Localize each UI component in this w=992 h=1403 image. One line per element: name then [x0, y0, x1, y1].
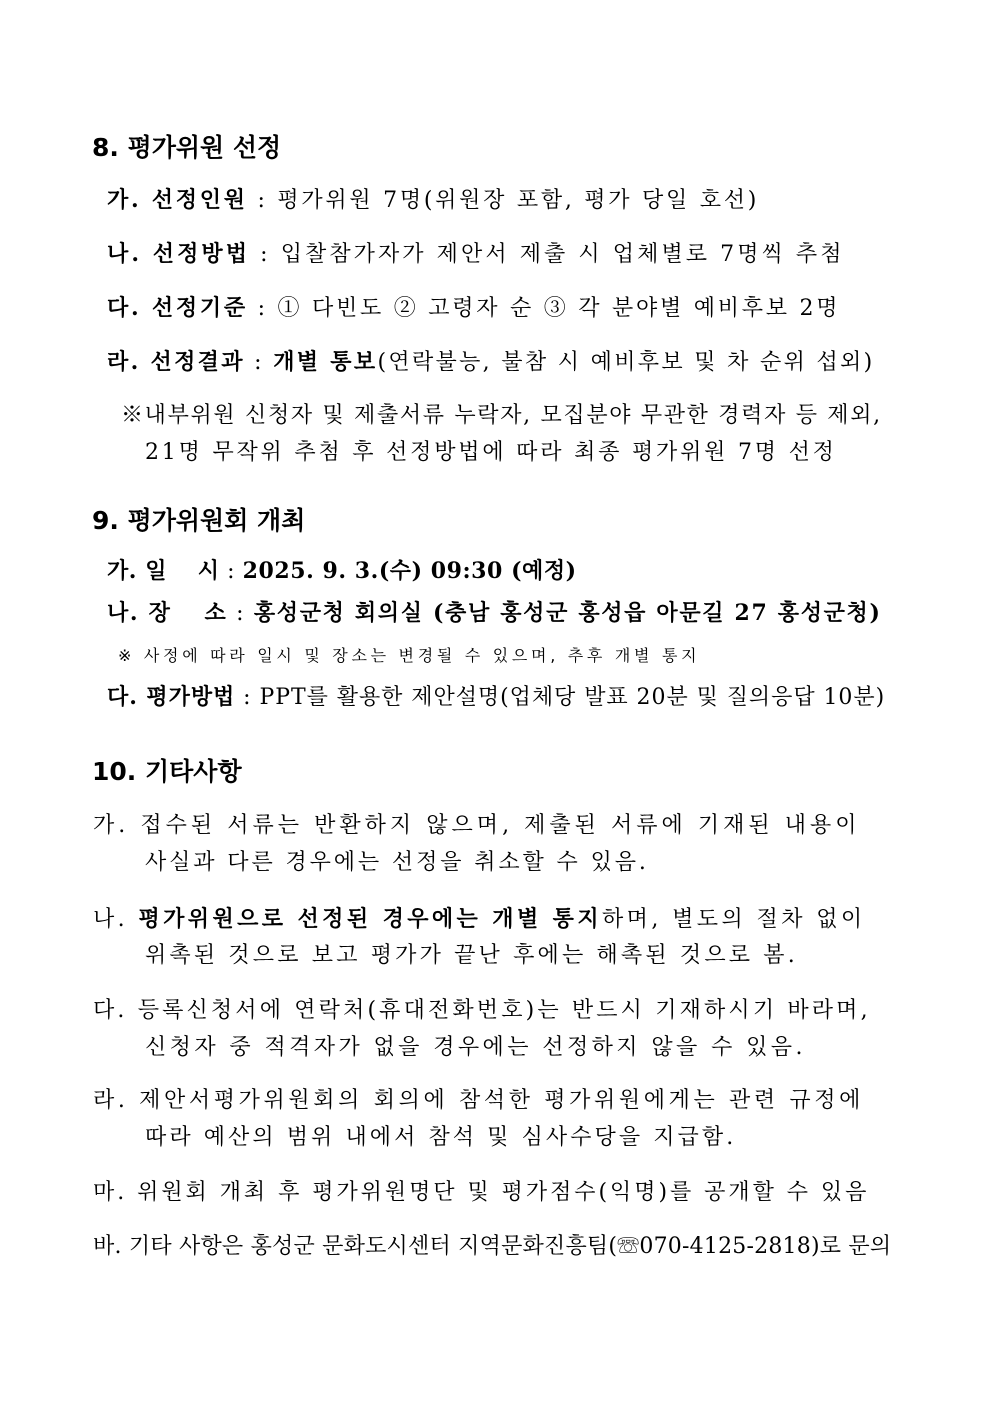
selection-note-line-2 [145, 442, 837, 464]
selection-method-text: 입찰참가자가 제안서 제출 시 업체별로 7명씩 추첨 [280, 242, 845, 267]
section-8-heading [92, 135, 281, 160]
other-item-ma-line [93, 1182, 869, 1204]
meeting-date-value: 2025. 9. 3.(수) 09:30 (예정) [242, 558, 577, 584]
selection-result-text: (연락불능, 불참 시 예비후보 및 차 순위 섭외) [377, 350, 875, 375]
section-10-heading [92, 759, 242, 784]
other-item-da-text-2: 신청자 중 적격자가 없을 경우에는 선정하지 않을 수 있음. [145, 1035, 806, 1060]
selection-method-label: 나. 선정방법 [107, 241, 251, 267]
other-item-na-prefix: 나. [93, 907, 139, 932]
other-item-ra-line-1 [93, 1090, 864, 1112]
other-item-na-bold: 평가위원으로 선정된 경우에는 개별 통지 [138, 906, 603, 932]
selection-criteria-sep: : [247, 296, 278, 321]
other-item-ga-line-1 [93, 815, 861, 837]
other-item-na-line-2 [145, 945, 798, 967]
selection-result-sep: : [244, 350, 274, 375]
meeting-place-label: 나. 장 소 [107, 600, 228, 626]
other-item-ga-text-1: 가. 접수된 서류는 반환하지 않으며, 제출된 서류에 기재된 내용이 [93, 813, 861, 838]
meeting-note-text: ※ 사정에 따라 일시 및 장소는 변경될 수 있으며, 추후 개별 통지 [118, 646, 701, 665]
selection-result-row [107, 351, 875, 374]
meeting-place-value: 홍성군청 회의실 (충남 홍성군 홍성읍 아문길 27 홍성군청) [253, 600, 882, 626]
section-8-title: 8. 평가위원 선정 [92, 133, 282, 162]
other-item-da-line-1 [93, 1000, 871, 1022]
other-item-ra-text-1: 라. 제안서평가위원회의 회의에 참석한 평가위원에게는 관련 규정에 [93, 1088, 865, 1113]
section-9-heading [92, 508, 305, 533]
meeting-note [118, 648, 700, 664]
other-item-na-text-2: 위촉된 것으로 보고 평가가 끝난 후에는 해촉된 것으로 봄. [145, 943, 798, 968]
selection-note-text-1: ※내부위원 신청자 및 제출서류 누락자, 모집분야 무관한 경력자 등 제외, [121, 403, 882, 428]
selection-count-text: 평가위원 7명(위원장 포함, 평가 당일 호선) [277, 188, 760, 213]
evaluation-method-row [107, 686, 885, 709]
other-item-na-rest: 하며, 별도의 절차 없이 [602, 907, 866, 932]
selection-criteria-text: ① 다빈도 ② 고령자 순 ③ 각 분야별 예비후보 2명 [277, 296, 841, 321]
meeting-place-sep: : [227, 601, 254, 626]
other-item-ga-line-2 [145, 852, 649, 874]
selection-result-bold: 개별 통보 [273, 349, 378, 375]
selection-criteria-row [107, 297, 840, 320]
selection-result-label: 라. 선정결과 [107, 349, 245, 375]
selection-count-row [107, 189, 759, 212]
selection-count-sep: : [247, 188, 278, 213]
selection-note-line-1 [121, 405, 882, 427]
section-9-title: 9. 평가위원회 개최 [92, 506, 306, 535]
selection-note-text-2: 21명 무작위 추첨 후 선정방법에 따라 최종 평가위원 7명 선정 [145, 440, 837, 465]
section-10-title: 10. 기타사항 [92, 757, 242, 786]
meeting-date-label: 가. 일 시 [107, 558, 220, 584]
other-item-da-line-2 [145, 1037, 806, 1059]
meeting-date-row [107, 560, 577, 583]
meeting-date-sep: : [219, 559, 243, 584]
other-item-ma-text: 마. 위원회 개최 후 평가위원명단 및 평가점수(익명)를 공개할 수 있음 [93, 1180, 870, 1205]
other-item-ga-text-2: 사실과 다른 경우에는 선정을 취소할 수 있음. [145, 850, 649, 875]
selection-count-label: 가. 선정인원 [107, 187, 248, 213]
other-item-na-line-1 [93, 908, 866, 931]
evaluation-method-value: PPT를 활용한 제안설명(업체당 발표 20분 및 질의응답 10분) [259, 685, 886, 710]
selection-method-sep: : [250, 242, 281, 267]
other-item-ba-text: 바. 기타 사항은 홍성군 문화도시센터 지역문화진흥팀(☏070-4125-2818)로 문의 [93, 1234, 892, 1259]
evaluation-method-sep: : [235, 685, 260, 710]
other-item-ba-line [93, 1236, 891, 1258]
evaluation-method-label: 다. 평가방법 [107, 684, 236, 710]
other-item-da-text-1: 다. 등록신청서에 연락처(휴대전화번호)는 반드시 기재하시기 바라며, [93, 998, 871, 1023]
meeting-place-row [107, 602, 882, 625]
selection-criteria-label: 다. 선정기준 [107, 295, 248, 321]
other-item-ra-text-2: 따라 예산의 범위 내에서 참석 및 심사수당을 지급함. [145, 1125, 737, 1150]
other-item-ra-line-2 [145, 1127, 736, 1149]
selection-method-row [107, 243, 845, 266]
